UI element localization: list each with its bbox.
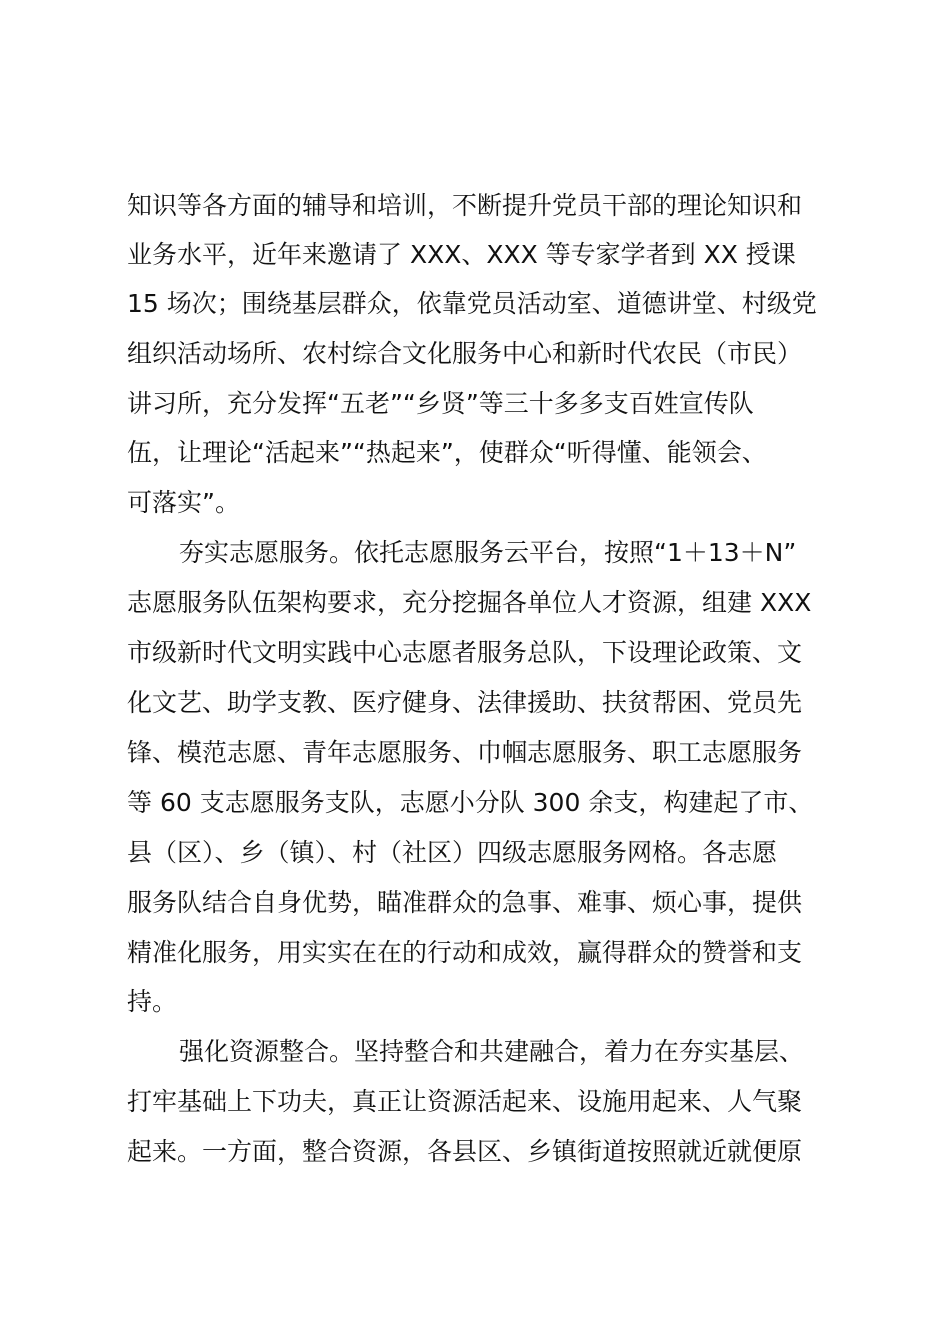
- text-line: 可落实”。: [127, 488, 240, 517]
- text-line: 打牢基础上下功夫，真正让资源活起来、设施用起来、人气聚: [127, 1087, 803, 1116]
- text-line: 伍，让理论“活起来”“热起来”，使群众“听得懂、能领会、: [127, 438, 767, 467]
- text-line: 化文艺、助学支教、医疗健身、法律援助、扶贫帮困、党员先: [127, 688, 803, 717]
- text-line: 志愿服务队伍架构要求，充分挖掘各单位人才资源，组建 XXX: [127, 588, 812, 617]
- text-line: 市级新时代文明实践中心志愿者服务总队，下设理论政策、文: [127, 638, 803, 667]
- paragraph-start-line: 强化资源整合。坚持整合和共建融合，着力在夯实基层、: [179, 1037, 805, 1066]
- text-line: 组织活动场所、农村综合文化服务中心和新时代农民（市民）: [127, 339, 803, 368]
- text-line: 业务水平，近年来邀请了 XXX、XXX 等专家学者到 XX 授课: [127, 240, 796, 269]
- text-line: 知识等各方面的辅导和培训，不断提升党员干部的理论知识和: [127, 191, 803, 220]
- paragraph-start-line: 夯实志愿服务。依托志愿服务云平台，按照“1＋13＋N”: [179, 538, 797, 567]
- text-line: 精准化服务，用实实在在的行动和成效，赢得群众的赞誉和支: [127, 938, 803, 967]
- text-line: 讲习所，充分发挥“五老”“乡贤”等三十多多支百姓宣传队: [127, 389, 754, 418]
- text-line: 持。: [127, 987, 178, 1016]
- text-line: 等 60 支志愿服务支队，志愿小分队 300 余支，构建起了市、: [127, 788, 814, 817]
- text-line: 锋、模范志愿、青年志愿服务、巾帼志愿服务、职工志愿服务: [127, 738, 803, 767]
- text-line: 起来。一方面，整合资源，各县区、乡镇街道按照就近就便原: [127, 1137, 803, 1166]
- text-line: 15 场次；围绕基层群众，依靠党员活动室、道德讲堂、村级党: [127, 289, 817, 318]
- text-line: 服务队结合自身优势，瞄准群众的急事、难事、烦心事，提供: [127, 888, 803, 917]
- text-line: 县（区）、乡（镇）、村（社区）四级志愿服务网格。各志愿: [127, 838, 778, 867]
